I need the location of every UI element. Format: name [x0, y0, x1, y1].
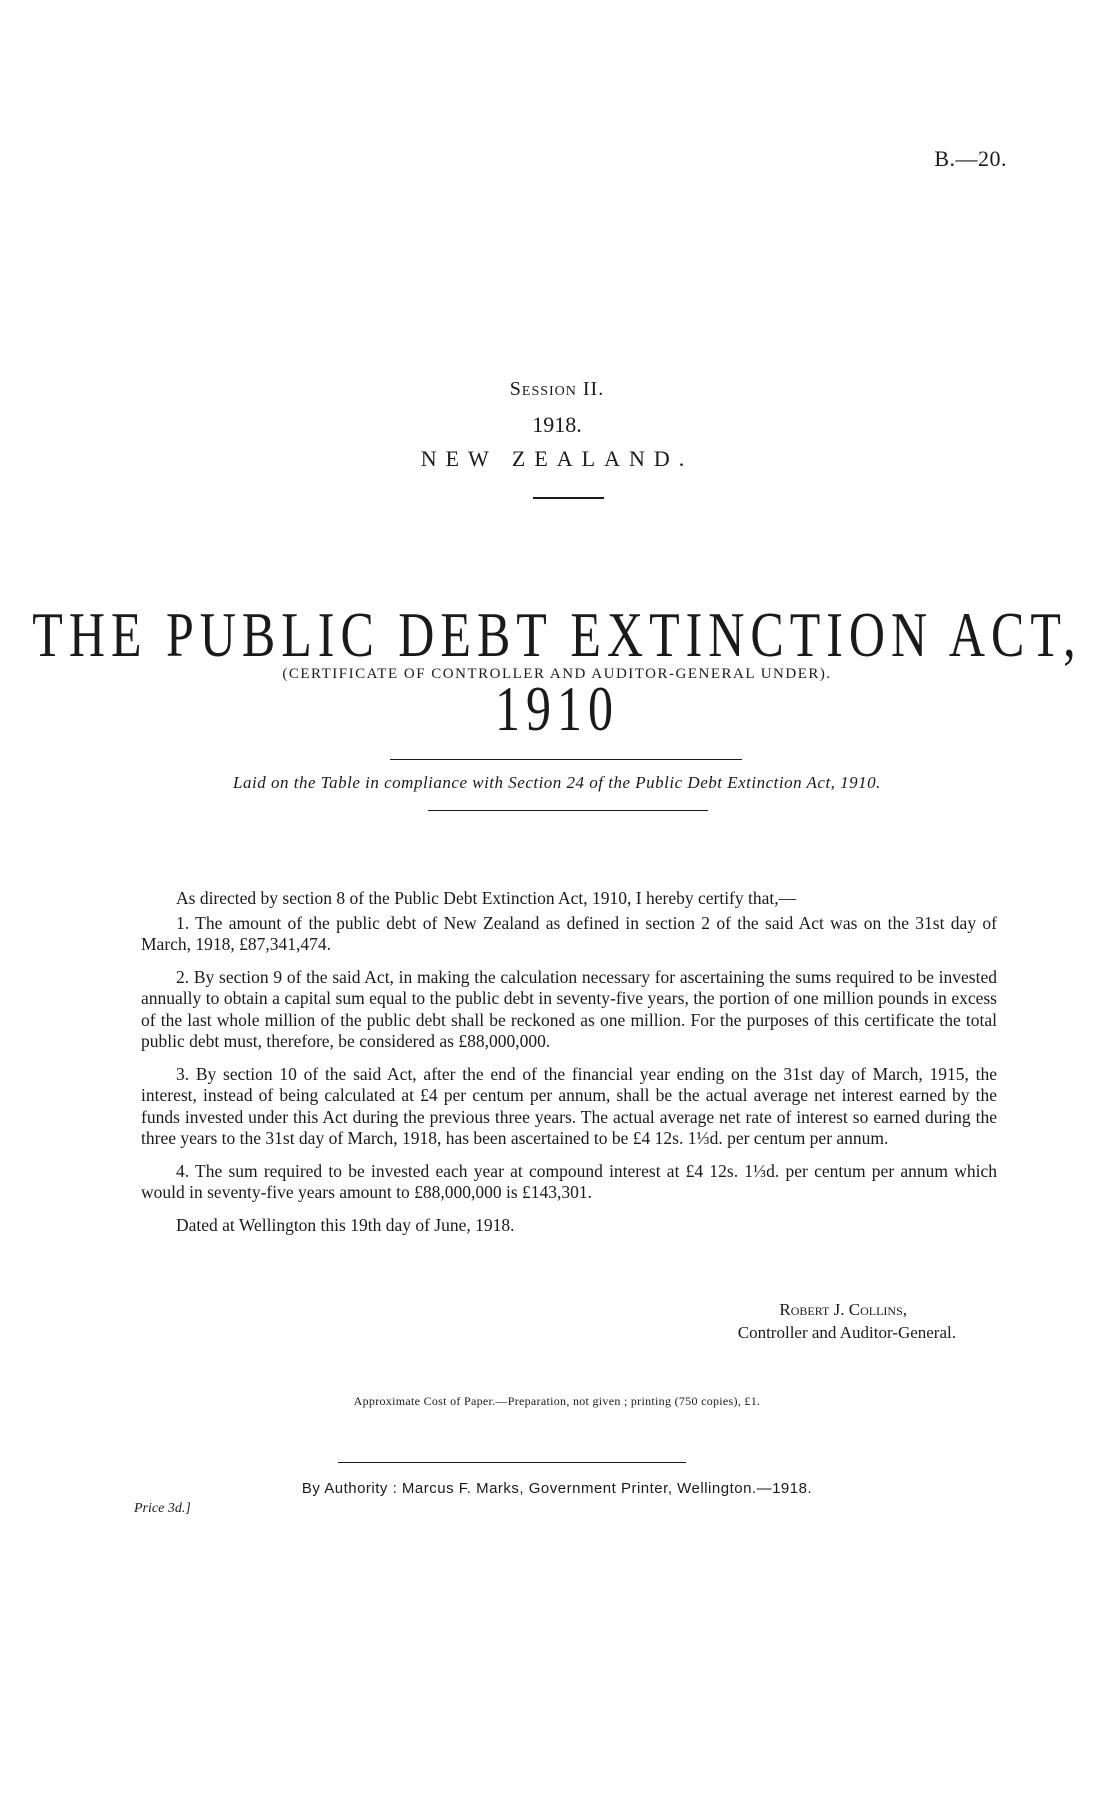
- paragraph-2: 2. By section 9 of the said Act, in making the calculation necessary for ascertaining the sums required to be invested annually to obtain a capital sum equal to the public debt in seventy-five years, the portion of one million pounds in excess of the last whole million of the public debt shall be reckoned as one million. For the purposes of this certificate the total public debt must, therefore, be considered as £88,000,000.: [141, 966, 997, 1051]
- paragraph-4: 4. The sum required to be invested each year at compound interest at £4 12s. 1⅓d. per centum per annum which would in seventy-five years amount to £88,000,000 is £143,301.: [141, 1160, 997, 1202]
- cost-note: Approximate Cost of Paper.—Preparation, not given ; printing (750 copies), £1.: [353, 1394, 761, 1408]
- signatory-title: Controller and Auditor-General.: [737, 1323, 956, 1342]
- paragraph-3: 3. By section 10 of the said Act, after the end of the financial year ending on the 31st day of March, 1915, the interest, instead of being calculated at £4 per centum per annum, shall be the actual average net interest earned by the funds invested under this Act during the previous three years. The actual average net rate of interest so earned during the three years to the 31st day of March, 1918, has been ascertained to be £4 12s. 1⅓d. per centum per annum.: [141, 1063, 997, 1148]
- price-label: Price 3d.]: [134, 1501, 191, 1516]
- printer-authority: By Authority : Marcus F. Marks, Government Printer, Wellington.—1918.: [301, 1480, 813, 1497]
- masthead-divider: [533, 497, 604, 499]
- footer-rule: [338, 1462, 686, 1463]
- laid-rule-bottom: [428, 810, 708, 811]
- laid-rule-top: [390, 759, 742, 760]
- paragraph-1: 1. The amount of the public debt of New Zealand as defined in section 2 of the said Act was on the 31st day of March, 1918, £87,341,474.: [141, 912, 997, 954]
- laid-notice: Laid on the Table in compliance with Section 24 of the Public Debt Extinction Act, 1910.: [233, 773, 881, 792]
- country-label: NEW ZEALAND.: [420, 446, 694, 471]
- document-subtitle: (CERTIFICATE OF CONTROLLER AND AUDITOR-GENERAL UNDER).: [282, 666, 832, 682]
- certificate-body: [141, 888, 997, 1236]
- document-title: THE PUBLIC DEBT EXTINCTION ACT, 1910: [32, 598, 1082, 745]
- signatory-name: Robert J. Collins,: [779, 1300, 907, 1319]
- intro-paragraph: As directed by section 8 of the Public Debt Extinction Act, 1910, I hereby certify that,—: [176, 888, 797, 908]
- page-reference: B.—20.: [934, 146, 1007, 171]
- session-label: Session II.: [509, 378, 605, 400]
- year-label: 1918.: [532, 412, 582, 437]
- dated-line: Dated at Wellington this 19th day of June, 1918.: [176, 1214, 515, 1235]
